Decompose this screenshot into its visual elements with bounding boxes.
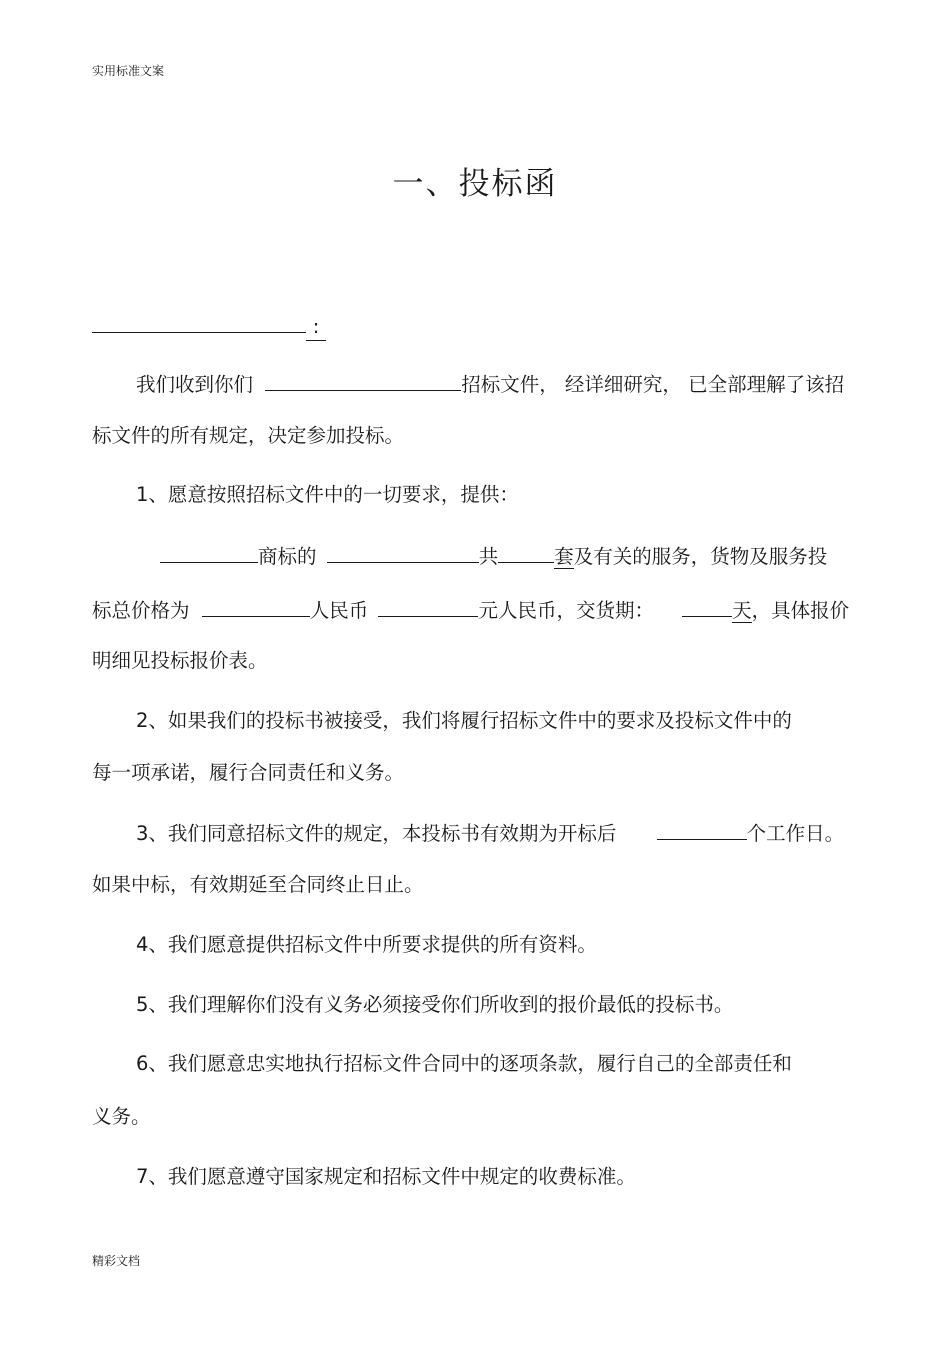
item7-line-1: 7、我们愿意遵守国家规定和招标文件中规定的收费标准。 (136, 1165, 636, 1188)
validity-days-blank (657, 819, 747, 840)
item6-line-1: 6、我们愿意忠实地执行招标文件合同中的逐项条款，履行自己的全部责任和 (136, 1052, 792, 1075)
salutation-line (92, 312, 326, 341)
item1-line-4: 明细见投标报价表。 (92, 649, 268, 672)
intro-text-a: 我们收到你们 (136, 373, 254, 396)
page-title: 一、投标函 (392, 166, 558, 202)
intro-text-b: 招标文件， 经详细研究， 已全部理解了该招 (461, 373, 845, 396)
item1-text-total: 共 (478, 545, 499, 568)
item1-text-day: 天 (732, 599, 752, 622)
item3-line-1 (136, 819, 844, 847)
item2-line-1: 2、如果我们的投标书被接受，我们将履行招标文件中的要求及投标文件中的 (136, 709, 792, 732)
price-words-blank (202, 596, 310, 617)
goods-blank (327, 542, 479, 563)
tender-name-blank (265, 370, 461, 391)
item1-line-1: 1、愿意按照招标文件中的一切要求，提供： (136, 483, 519, 506)
intro-line-2: 标文件的所有规定，决定参加投标。 (92, 424, 405, 447)
quantity-blank (498, 542, 554, 563)
item1-line-2 (160, 542, 827, 570)
item6-line-2: 义务。 (92, 1105, 151, 1128)
recipient-blank (92, 312, 306, 333)
item5-line-1: 5、我们理解你们没有义务必须接受你们所收到的报价最低的投标书。 (136, 993, 734, 1016)
item1-text-yuan: 元人民币，交货期： (478, 599, 654, 622)
item1-text-rmb: 人民币 (309, 599, 369, 622)
item1-text-price: 标总价格为 (92, 599, 190, 622)
item1-text-set: 套 (554, 545, 574, 568)
price-number-blank (378, 596, 478, 617)
item1-text-detail: ，具体报价 (751, 599, 850, 622)
item3-text-b: 个工作日。 (746, 822, 845, 845)
delivery-days-blank (682, 596, 732, 617)
salutation-colon: : (306, 314, 326, 341)
item4-line-1: 4、我们愿意提供招标文件中所要求提供的所有资料。 (136, 933, 597, 956)
item3-text-a: 3、我们同意招标文件的规定，本投标书有效期为开标后 (136, 822, 617, 845)
item2-line-2: 每一项承诺，履行合同责任和义务。 (92, 761, 405, 784)
page-header: 实用标准文案 (92, 64, 165, 78)
brand-blank (160, 542, 258, 563)
item1-text-brand: 商标的 (258, 545, 317, 568)
page-footer: 精彩文档 (92, 1254, 141, 1268)
item3-line-2: 如果中标，有效期延至合同终止日止。 (92, 873, 424, 896)
intro-line-1 (136, 370, 844, 398)
item1-line-3 (92, 596, 849, 624)
item1-text-services: 及有关的服务，货物及服务投 (573, 545, 828, 568)
